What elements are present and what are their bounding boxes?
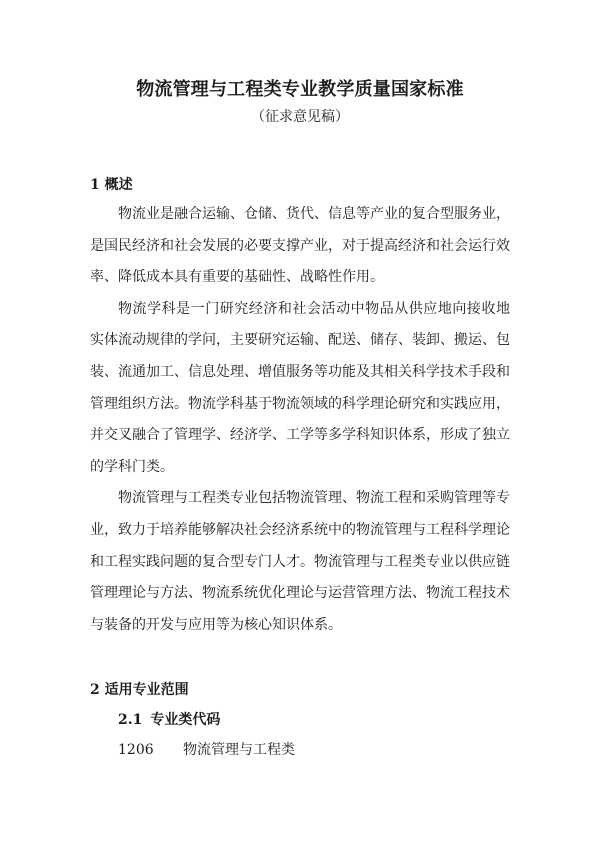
paragraph-1 [90, 199, 510, 294]
paragraph-line: 业，致力于培养能够解决社会经济系统中的物流管理与工程科学理论 [90, 521, 510, 538]
section-1-body [90, 199, 510, 641]
paragraph-line: 率、降低成本具有重要的基础性、战略性作用。 [90, 269, 384, 286]
paragraph-line: 物流业是融合运输、仓储、货代、信息等产业的复合型服务业， [118, 206, 510, 222]
category-name: 物流管理与工程类 [183, 742, 295, 758]
section-1-heading: 1 概述 [90, 177, 133, 193]
paragraph-line: 管理组织方法。物流学科基于物流领域的科学理论研究和实践应用， [90, 395, 510, 412]
paragraph-line: 实体流动规律的学问，主要研究运输、配送、储存、装卸、搬运、包 [90, 332, 510, 349]
paragraph-line: 是国民经济和社会发展的必要支撑产业，对于提高经济和社会运行效 [90, 237, 510, 254]
category-code: 1206 [118, 742, 154, 758]
category-code-row [118, 740, 295, 760]
paragraph-line: 和工程实践问题的复合型专门人才。物流管理与工程类专业以供应链 [90, 553, 510, 570]
paragraph-2 [90, 294, 510, 484]
paragraph-line: 装、流通加工、信息处理、增值服务等功能及其相关科学技术手段和 [90, 363, 510, 380]
paragraph-line: 并交叉融合了管理学、经济学、工学等多学科知识体系，形成了独立 [90, 427, 510, 444]
paragraph-3 [90, 483, 510, 641]
subsection-2-1-heading [118, 710, 220, 730]
subsection-label: 专业类代码 [150, 712, 221, 728]
document-title: 物流管理与工程类专业教学质量国家标准 [136, 79, 464, 100]
paragraph-line: 管理理论与方法、物流系统优化理论与运营管理方法、物流工程技术 [90, 585, 510, 602]
section-2-heading: 2 适用专业范围 [90, 682, 189, 698]
paragraph-line: 与装备的开发与应用等为核心知识体系。 [90, 616, 342, 633]
paragraph-line: 物流管理与工程类专业包括物流管理、物流工程和采购管理等专 [118, 490, 510, 507]
subsection-number: 2.1 [118, 712, 143, 728]
paragraph-line: 的学科门类。 [90, 458, 174, 475]
document-subtitle: （征求意见稿） [251, 109, 349, 125]
paragraph-line: 物流学科是一门研究经济和社会活动中物品从供应地向接收地 [118, 300, 510, 317]
